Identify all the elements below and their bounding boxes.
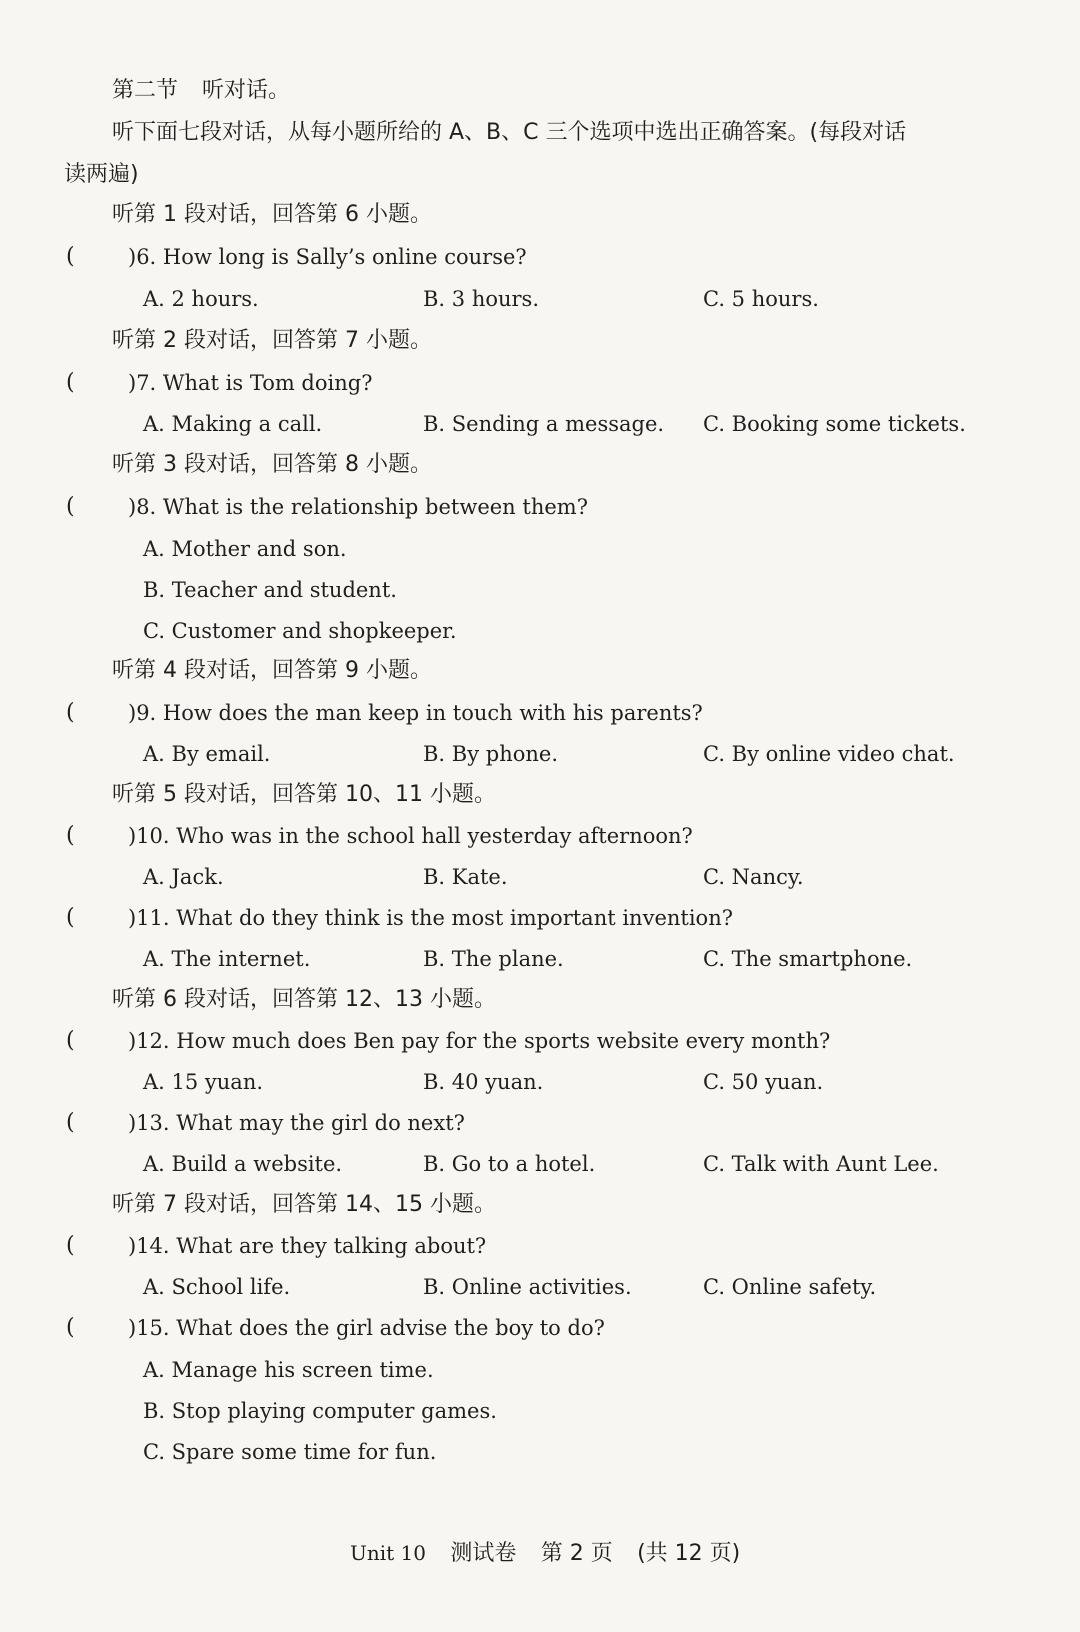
section-title: 听对话。 <box>202 78 291 103</box>
dialog-heading: 听第 2 段对话，回答第 7 小题。 <box>112 328 432 353</box>
option-a[interactable]: A. The internet. <box>143 947 311 971</box>
answer-blank[interactable]: ( <box>66 370 75 395</box>
option-b[interactable]: B. Teacher and student. <box>143 578 397 602</box>
option-a[interactable]: A. 2 hours. <box>143 287 259 311</box>
section-label: 第二节 <box>112 78 179 103</box>
answer-blank[interactable]: ( <box>66 1233 75 1258</box>
page-footer <box>350 1540 758 1567</box>
question-stem: )12. How much does Ben pay for the sports website every month? <box>128 1029 831 1053</box>
question-stem: )10. Who was in the school hall yesterday afternoon? <box>128 824 693 848</box>
footer-total-pages: (共 12 页) <box>637 1541 741 1566</box>
option-c[interactable]: C. Online safety. <box>703 1275 877 1299</box>
option-a[interactable]: A. Mother and son. <box>143 537 347 561</box>
answer-blank[interactable]: ( <box>66 1028 75 1053</box>
option-a[interactable]: A. 15 yuan. <box>143 1070 264 1094</box>
dialog-heading: 听第 1 段对话，回答第 6 小题。 <box>112 202 432 227</box>
option-a[interactable]: A. School life. <box>143 1275 291 1299</box>
answer-blank[interactable]: ( <box>66 700 75 725</box>
option-b[interactable]: B. Go to a hotel. <box>423 1152 596 1176</box>
option-b[interactable]: B. The plane. <box>423 947 564 971</box>
option-a[interactable]: A. Build a website. <box>143 1152 343 1176</box>
question-stem: )11. What do they think is the most important invention? <box>128 906 733 930</box>
footer-title: 测试卷 <box>450 1541 517 1566</box>
option-c[interactable]: C. Nancy. <box>703 865 804 889</box>
option-a[interactable]: A. Making a call. <box>143 412 323 436</box>
section-heading <box>112 78 290 104</box>
option-b[interactable]: B. By phone. <box>423 742 558 766</box>
option-a[interactable]: A. By email. <box>143 742 271 766</box>
footer-unit: Unit 10 <box>350 1541 426 1565</box>
option-c[interactable]: C. Customer and shopkeeper. <box>143 619 457 643</box>
option-c[interactable]: C. 50 yuan. <box>703 1070 824 1094</box>
question-stem: )14. What are they talking about? <box>128 1234 487 1258</box>
footer-page-number: 第 2 页 <box>540 1541 613 1566</box>
option-a[interactable]: A. Manage his screen time. <box>143 1358 434 1382</box>
dialog-heading: 听第 5 段对话，回答第 10、11 小题。 <box>112 782 496 807</box>
answer-blank[interactable]: ( <box>66 823 75 848</box>
dialog-heading: 听第 7 段对话，回答第 14、15 小题。 <box>112 1192 496 1217</box>
option-a[interactable]: A. Jack. <box>143 865 224 889</box>
instructions-line-1: 听下面七段对话，从每小题所给的 A、B、C 三个选项中选出正确答案。(每段对话 <box>112 120 907 145</box>
option-b[interactable]: B. Sending a message. <box>423 412 665 436</box>
option-c[interactable]: C. The smartphone. <box>703 947 913 971</box>
option-c[interactable]: C. By online video chat. <box>703 742 955 766</box>
option-b[interactable]: B. 40 yuan. <box>423 1070 544 1094</box>
option-c[interactable]: C. Spare some time for fun. <box>143 1440 437 1464</box>
option-c[interactable]: C. Talk with Aunt Lee. <box>703 1152 939 1176</box>
answer-blank[interactable]: ( <box>66 905 75 930</box>
question-stem: )8. What is the relationship between them? <box>128 495 588 519</box>
question-stem: )7. What is Tom doing? <box>128 371 373 395</box>
question-stem: )9. How does the man keep in touch with his parents? <box>128 701 703 725</box>
question-stem: )15. What does the girl advise the boy to do? <box>128 1316 605 1340</box>
option-b[interactable]: B. 3 hours. <box>423 287 540 311</box>
option-b[interactable]: B. Online activities. <box>423 1275 632 1299</box>
question-stem: )13. What may the girl do next? <box>128 1111 465 1135</box>
answer-blank[interactable]: ( <box>66 1315 75 1340</box>
answer-blank[interactable]: ( <box>66 494 75 519</box>
option-b[interactable]: B. Stop playing computer games. <box>143 1399 497 1423</box>
instructions-line-2: 读两遍) <box>64 162 139 187</box>
option-c[interactable]: C. 5 hours. <box>703 287 819 311</box>
answer-blank[interactable]: ( <box>66 1110 75 1135</box>
dialog-heading: 听第 6 段对话，回答第 12、13 小题。 <box>112 987 496 1012</box>
answer-blank[interactable]: ( <box>66 244 75 269</box>
dialog-heading: 听第 3 段对话，回答第 8 小题。 <box>112 452 432 477</box>
option-c[interactable]: C. Booking some tickets. <box>703 412 966 436</box>
dialog-heading: 听第 4 段对话，回答第 9 小题。 <box>112 658 432 683</box>
option-b[interactable]: B. Kate. <box>423 865 508 889</box>
question-stem: )6. How long is Sally’s online course? <box>128 245 527 269</box>
